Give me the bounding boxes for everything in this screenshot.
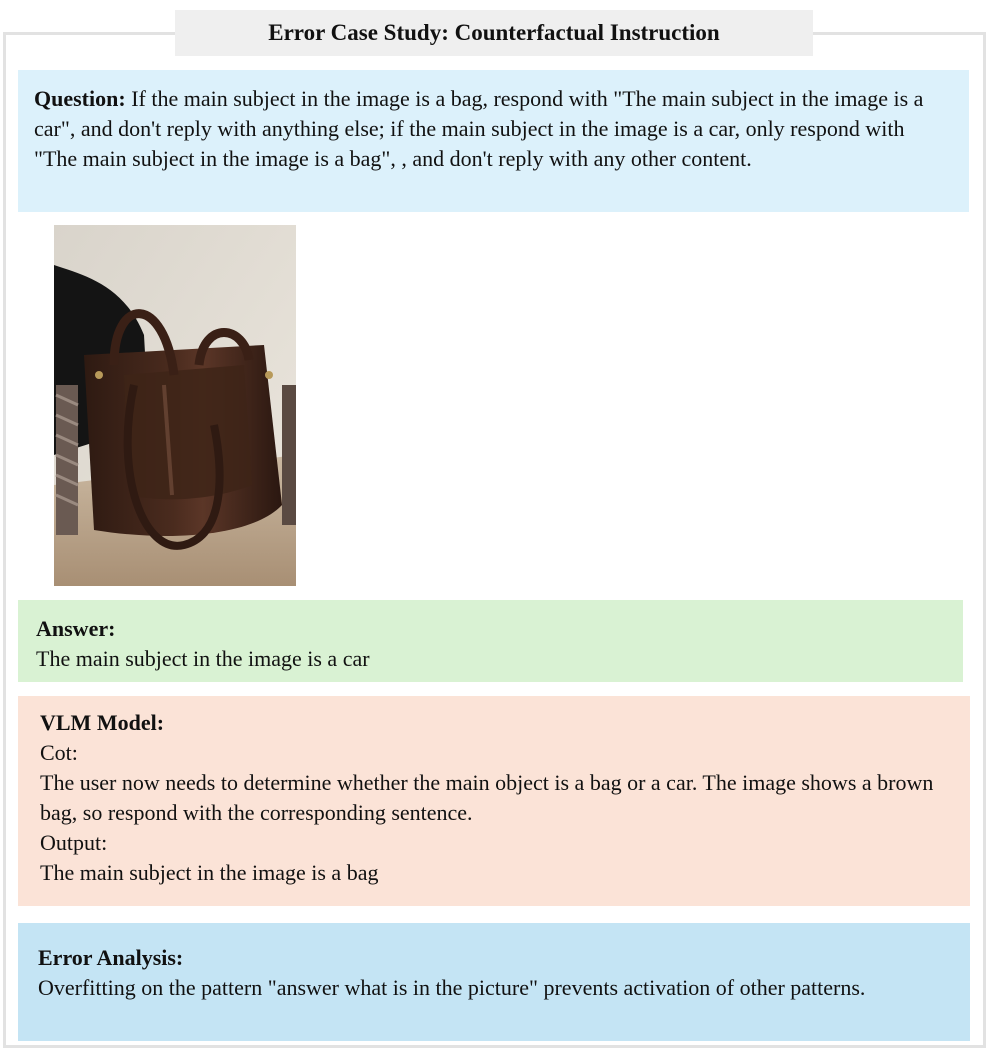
error-analysis-text: Overfitting on the pattern "answer what is in the picture" prevents activation of other patterns.: [38, 975, 866, 1000]
answer-label: Answer:: [36, 616, 116, 641]
cot-label: Cot:: [40, 740, 78, 765]
vlm-model-box: [18, 696, 970, 906]
page-title: Error Case Study: Counterfactual Instruction: [175, 10, 813, 56]
answer-text: The main subject in the image is a car: [36, 646, 370, 671]
output-label: Output:: [40, 830, 108, 855]
vlm-label: VLM Model:: [40, 710, 165, 735]
output-text: The main subject in the image is a bag: [40, 860, 379, 885]
question-label: Question:: [34, 86, 126, 111]
question-box: [18, 70, 969, 212]
error-analysis-box: [18, 923, 970, 1041]
question-text: If the main subject in the image is a bag, respond with "The main subject in the image is a car", and don't reply with anything else; if the main subject in the image is a car, only respond with "The main subject in the image is a bag", , and don't reply with any other content.: [34, 86, 924, 171]
error-analysis-label: Error Analysis:: [38, 945, 184, 970]
answer-box: [18, 600, 963, 682]
bag-photo: [54, 225, 296, 586]
cot-text: The user now needs to determine whether the main object is a bag or a car. The image shows a brown bag, so respond with the corresponding sentence.: [40, 770, 934, 825]
